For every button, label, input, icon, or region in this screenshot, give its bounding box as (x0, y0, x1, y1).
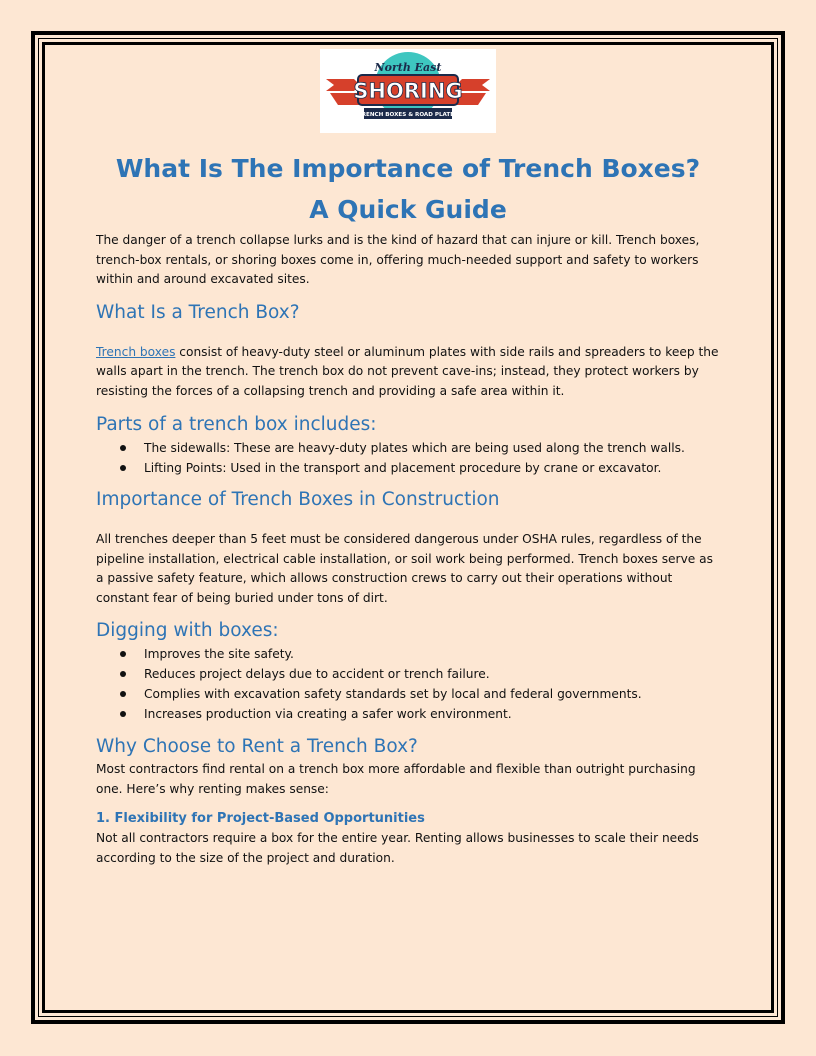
intro-paragraph: The danger of a trench collapse lurks and is the kind of hazard that can injure or kill. Trench boxes, trench-box rentals, or shoring boxes come in, offering much-needed support and safety to workers within and around excavated sites. (96, 233, 700, 286)
heading-what-is-trench-box: What Is a Trench Box? (96, 301, 300, 323)
heading-importance: Importance of Trench Boxes in Construction (96, 489, 500, 510)
bullet-icon (120, 691, 126, 697)
bullet-icon (120, 445, 126, 451)
trench-boxes-link[interactable]: Trench boxes (96, 344, 176, 359)
logo-text-north-east: North East (374, 61, 442, 74)
list-item (96, 664, 720, 684)
bullet-icon (120, 711, 126, 717)
list-item-text: Lifting Points: Used in the transport and placement procedure by crane or excavator. (144, 461, 662, 475)
benefits-list (96, 644, 720, 724)
list-item (96, 438, 720, 458)
bullet-icon (120, 465, 126, 471)
logo-text-tagline: TRENCH BOXES & ROAD PLATES (357, 112, 459, 118)
list-item-text: The sidewalls: These are heavy-duty plates which are being used along the trench walls. (144, 441, 685, 455)
list-item (96, 704, 720, 724)
document-content (96, 148, 720, 868)
bullet-icon (120, 651, 126, 657)
list-item-text: Improves the site safety. (144, 647, 294, 661)
heading-flexibility: 1. Flexibility for Project-Based Opportunities (96, 811, 425, 826)
paragraph-what-is-trench-box (96, 343, 720, 402)
list-item (96, 458, 720, 478)
bullet-icon (120, 671, 126, 677)
paragraph-why-rent: Most contractors find rental on a trench box more affordable and flexible than outright purchasing one. Here’s why renting makes sense: (96, 762, 696, 796)
list-item-text: Increases production via creating a safer work environment. (144, 707, 512, 721)
paragraph-flexibility: Not all contractors require a box for the entire year. Renting allows businesses to scale their needs according to the size of the project and duration. (96, 831, 699, 865)
parts-list (96, 438, 720, 478)
page-title (96, 148, 720, 230)
logo-text-shoring: SHORING (353, 79, 463, 103)
list-item-text: Reduces project delays due to accident or trench failure. (144, 667, 490, 681)
heading-digging-with-boxes: Digging with boxes: (96, 620, 279, 641)
heading-parts-of-trench-box: Parts of a trench box includes: (96, 414, 377, 435)
page-title-line2: A Quick Guide (309, 195, 507, 224)
list-item (96, 684, 720, 704)
list-item-text: Complies with excavation safety standards set by local and federal governments. (144, 687, 642, 701)
page-title-line1: What Is The Importance of Trench Boxes? (115, 154, 701, 183)
paragraph-what-is-trench-box-text: consist of heavy-duty steel or aluminum plates with side rails and spreaders to keep the walls apart in the trench. The trench box do not prevent cave-ins; instead, they protect workers by resisting the forces of a collapsing trench and providing a safe area within it. (96, 344, 719, 398)
list-item (96, 644, 720, 664)
company-logo (320, 49, 496, 133)
logo-graphic (320, 49, 496, 133)
paragraph-importance: All trenches deeper than 5 feet must be considered dangerous under OSHA rules, regardless of the pipeline installation, electrical cable installation, or soil work being performed. Trench boxes serve as a passive safety feature, which allows construction crews to carry out their operations without constant fear of being buried under tons of dirt. (96, 532, 713, 605)
heading-why-rent: Why Choose to Rent a Trench Box? (96, 736, 418, 757)
